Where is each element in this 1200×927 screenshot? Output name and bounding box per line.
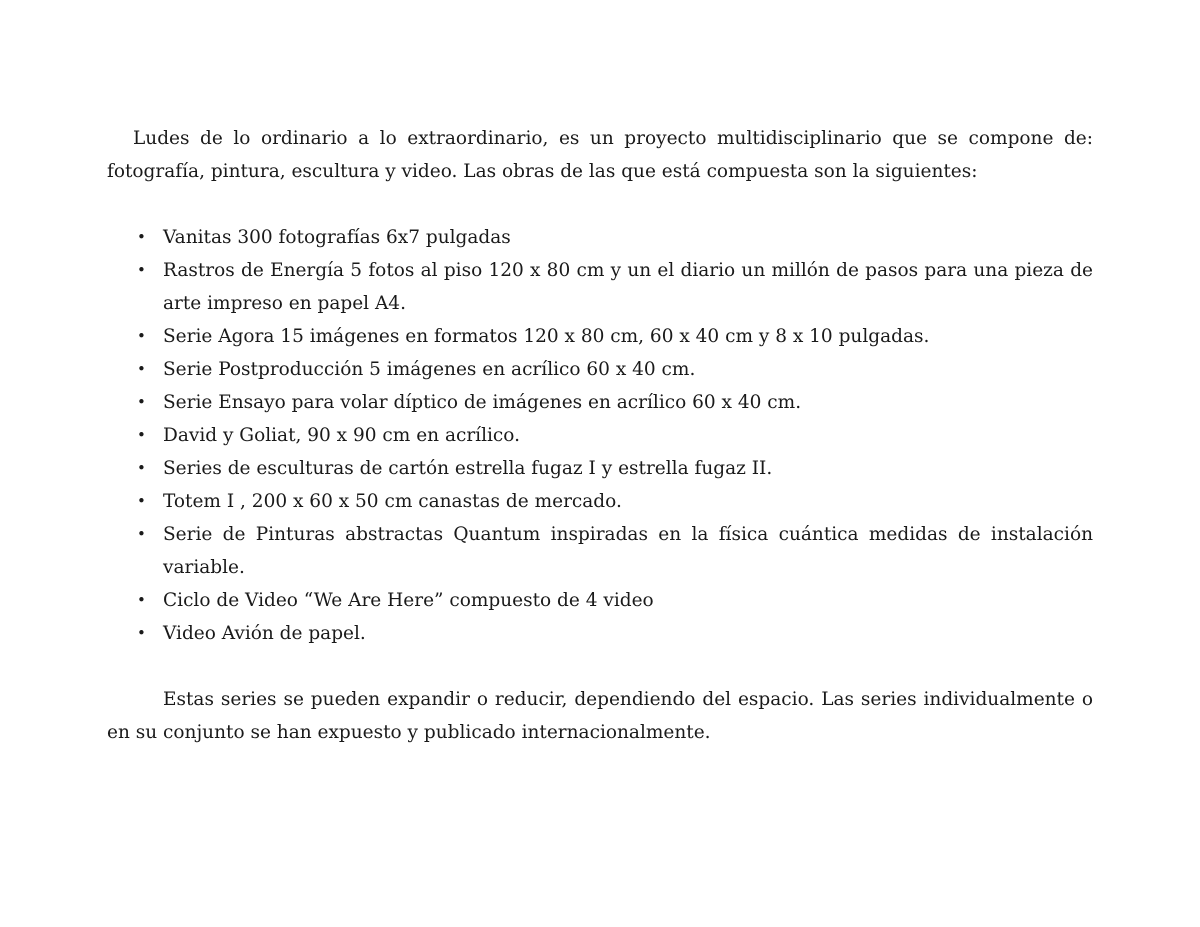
bullet-icon: • xyxy=(137,261,146,279)
list-item-text: Serie de Pinturas abstractas Quantum inspiradas en la física cuántica medidas de instalación variable. xyxy=(163,524,1093,578)
list-item-text: Series de esculturas de cartón estrella fugaz I y estrella fugaz II. xyxy=(163,458,773,479)
bullet-icon: • xyxy=(137,426,146,444)
list-item xyxy=(107,320,1093,353)
bullet-icon: • xyxy=(137,360,146,378)
document-content xyxy=(107,122,1093,749)
bullet-icon: • xyxy=(137,228,146,246)
list-item xyxy=(107,485,1093,518)
list-item xyxy=(107,386,1093,419)
closing-paragraph: Estas series se pueden expandir o reducir, dependiendo del espacio. Las series individualmente o en su conjunto se han expuesto y publicado internacionalmente. xyxy=(107,689,1093,743)
list-item-text: Totem I , 200 x 60 x 50 cm canastas de mercado. xyxy=(163,491,622,512)
list-item-text: Vanitas 300 fotografías 6x7 pulgadas xyxy=(163,227,511,248)
list-item-text: Video Avión de papel. xyxy=(163,623,366,644)
list-item-text: David y Goliat, 90 x 90 cm en acrílico. xyxy=(163,425,520,446)
list-item-text: Serie Ensayo para volar díptico de imágenes en acrílico 60 x 40 cm. xyxy=(163,392,802,413)
list-item-text: Rastros de Energía 5 fotos al piso 120 x 80 cm y un el diario un millón de pasos para una pieza de arte impreso en papel A4. xyxy=(163,260,1093,314)
list-item-text: Ciclo de Video “We Are Here” compuesto de 4 video xyxy=(163,590,654,611)
bullet-icon: • xyxy=(137,624,146,642)
list-item-text: Serie Postproducción 5 imágenes en acrílico 60 x 40 cm. xyxy=(163,359,696,380)
artwork-list xyxy=(107,221,1093,650)
list-item xyxy=(107,353,1093,386)
list-item xyxy=(107,452,1093,485)
intro-paragraph: Ludes de lo ordinario a lo extraordinario, es un proyecto multidisciplinario que se compone de: fotografía, pintura, escultura y video. Las obras de las que está compuesta son la siguientes: xyxy=(107,128,1093,182)
bullet-icon: • xyxy=(137,492,146,510)
list-item-text: Serie Agora 15 imágenes en formatos 120 x 80 cm, 60 x 40 cm y 8 x 10 pulgadas. xyxy=(163,326,930,347)
list-item xyxy=(107,617,1093,650)
list-item xyxy=(107,419,1093,452)
bullet-icon: • xyxy=(137,327,146,345)
list-item xyxy=(107,518,1093,584)
bullet-icon: • xyxy=(137,525,146,543)
bullet-icon: • xyxy=(137,393,146,411)
list-item xyxy=(107,221,1093,254)
bullet-icon: • xyxy=(137,459,146,477)
list-item xyxy=(107,254,1093,320)
list-item xyxy=(107,584,1093,617)
bullet-icon: • xyxy=(137,591,146,609)
